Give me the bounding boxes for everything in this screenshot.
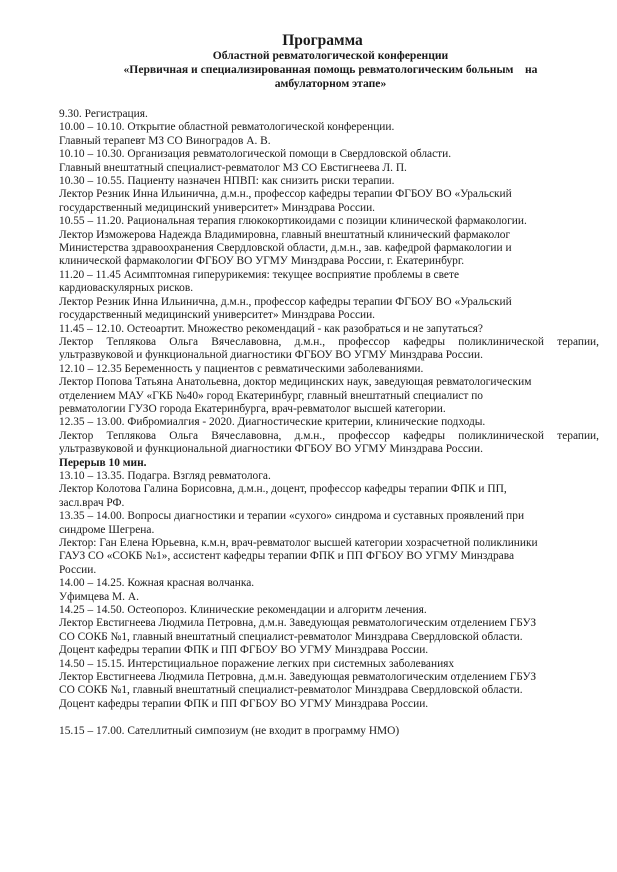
schedule-line: Доцент кафедры терапии ФПК и ПП ФГБОУ ВО УГМУ Минздрава России. <box>59 644 429 657</box>
schedule-line: Министерства здравоохранения Свердловской области, д.м.н., зав. кафедрой фармакологии и <box>59 242 512 255</box>
schedule-line: Главный терапевт МЗ СО Виноградов А. В. <box>59 134 271 147</box>
schedule-line: клинической фармакологии ФГБОУ ВО УГМУ Минздрава России, г. Екатеринбург. <box>59 255 465 268</box>
conference-topic-line-1: «Первичная и специализированная помощь ревматологическим больным на <box>123 63 538 76</box>
schedule-line: Лектор Евстигнеева Людмила Петровна, д.м.н. Заведующая ревматологическим отделением ГБУЗ <box>59 617 537 630</box>
schedule-line: Лектор Изможерова Надежда Владимировна, главный внештатный клинический фармаколог <box>59 228 511 241</box>
schedule-line: ультразвуковой и функциональной диагностики ФГБОУ ВО УГМУ Минздрава России. <box>59 349 483 362</box>
schedule-line: Лектор Резник Инна Ильинична, д.м.н., профессор кафедры терапии ФГБОУ ВО «Уральский <box>59 295 512 308</box>
schedule-line: СО СОКБ №1, главный внештатный специалист-ревматолог Минздрава Свердловской области. <box>59 630 523 643</box>
schedule-line: СО СОКБ №1, главный внештатный специалист-ревматолог Минздрава Свердловской области. <box>59 684 523 697</box>
schedule-line: Лектор Теплякова Ольга Вячеславовна, д.м.н., профессор кафедры поликлинической терапии, <box>59 429 599 442</box>
schedule-line: 10.55 – 11.20. Рациональная терапия глюкокортикоидами с позиции клинической фармакологии. <box>59 215 527 228</box>
schedule-line: Лектор Попова Татьяна Анатольевна, доктор медицинских наук, заведующая ревматологическим <box>59 376 532 389</box>
schedule-line: государственный медицинский университет» Минздрава России. <box>59 309 376 322</box>
schedule-line: 12.10 – 12.35 Беременность у пациентов с ревматическими заболеваниями. <box>59 362 424 375</box>
schedule-line: ГАУЗ СО «СОКБ №1», ассистент кафедры терапии ФПК и ПП ФГБОУ ВО УГМУ Минздрава <box>59 550 515 563</box>
schedule-line: Главный внештатный специалист-ревматолог МЗ СО Евстигнеева Л. П. <box>59 161 407 174</box>
schedule-line: 15.15 – 17.00. Сателлитный симпозиум (не входит в программу НМО) <box>59 724 400 737</box>
schedule-line: России. <box>59 563 97 576</box>
schedule-line: 12.35 – 13.00. Фибромиалгия - 2020. Диагностические критерии, клинические подходы. <box>59 416 486 429</box>
schedule-line: Лектор Теплякова Ольга Вячеславовна, д.м.н., профессор кафедры поликлинической терапии, <box>59 335 599 348</box>
schedule-line: Лектор Евстигнеева Людмила Петровна, д.м.н. Заведующая ревматологическим отделением ГБУЗ <box>59 671 537 684</box>
schedule-line: 11.20 – 11.45 Асимптомная гиперурикемия: текущее восприятие проблемы в свете <box>59 268 460 281</box>
schedule-line: 10.00 – 10.10. Открытие областной ревматологической конференции. <box>59 121 395 134</box>
schedule-line: ревматологии ГУЗО города Екатеринбурга, врач-ревматолог высшей категории. <box>59 402 446 415</box>
schedule-line: Лектор Резник Инна Ильинична, д.м.н., профессор кафедры терапии ФГБОУ ВО «Уральский <box>59 188 512 201</box>
schedule-line: 9.30. Регистрация. <box>59 108 148 120</box>
schedule-line: Доцент кафедры терапии ФПК и ПП ФГБОУ ВО УГМУ Минздрава России. <box>59 697 429 710</box>
conference-topic-line-2: амбулаторном этапе» <box>274 77 387 90</box>
program-title: Программа <box>282 32 363 49</box>
schedule-line: синдроме Шегрена. <box>59 523 155 536</box>
schedule-line: 14.25 – 14.50. Остеопороз. Клинические рекомендации и алгоритм лечения. <box>59 604 427 617</box>
schedule-line: 13.10 – 13.35. Подагра. Взгляд ревматолога. <box>59 469 271 482</box>
schedule-line: засл.врач РФ. <box>59 496 125 509</box>
break-notice: Перерыв 10 мин. <box>59 456 147 469</box>
schedule-line: Уфимцева М. А. <box>59 590 139 603</box>
schedule-line: 14.00 – 14.25. Кожная красная волчанка. <box>59 577 255 590</box>
schedule-line: ультразвуковой и функциональной диагностики ФГБОУ ВО УГМУ Минздрава России. <box>59 443 483 456</box>
schedule-line: 14.50 – 15.15. Интерстициальное поражение легких при системных заболеваниях <box>59 657 455 670</box>
schedule-line: кардиоваскулярных рисков. <box>59 282 194 295</box>
schedule-line: 10.10 – 10.30. Организация ревматологической помощи в Свердловской области. <box>59 148 452 161</box>
schedule-line: государственный медицинский университет» Минздрава России. <box>59 201 376 214</box>
schedule-line: 10.30 – 10.55. Пациенту назначен НПВП: как снизить риски терапии. <box>59 175 395 188</box>
schedule-line: 11.45 – 12.10. Остеоартит. Множество рекомендаций - как разобраться и не запутаться? <box>59 322 483 335</box>
program-schedule <box>59 108 599 738</box>
conference-name: Областной ревматологической конференции <box>212 49 449 62</box>
schedule-line: отделением МАУ «ГКБ №40» город Екатеринбург, главный внештатный специалист по <box>59 389 483 402</box>
blank-line <box>59 711 599 724</box>
schedule-line: Лектор Колотова Галина Борисовна, д.м.н., доцент, профессор кафедры терапии ФПК и ПП, <box>59 483 507 496</box>
schedule-line: Лектор: Ган Елена Юрьевна, к.м.н, врач-ревматолог высшей категории хозрасчетной поликлиники <box>59 537 538 549</box>
schedule-line: 13.35 – 14.00. Вопросы диагностики и терапии «сухого» синдрома и суставных проявлений при <box>59 510 525 523</box>
program-header <box>0 33 617 91</box>
